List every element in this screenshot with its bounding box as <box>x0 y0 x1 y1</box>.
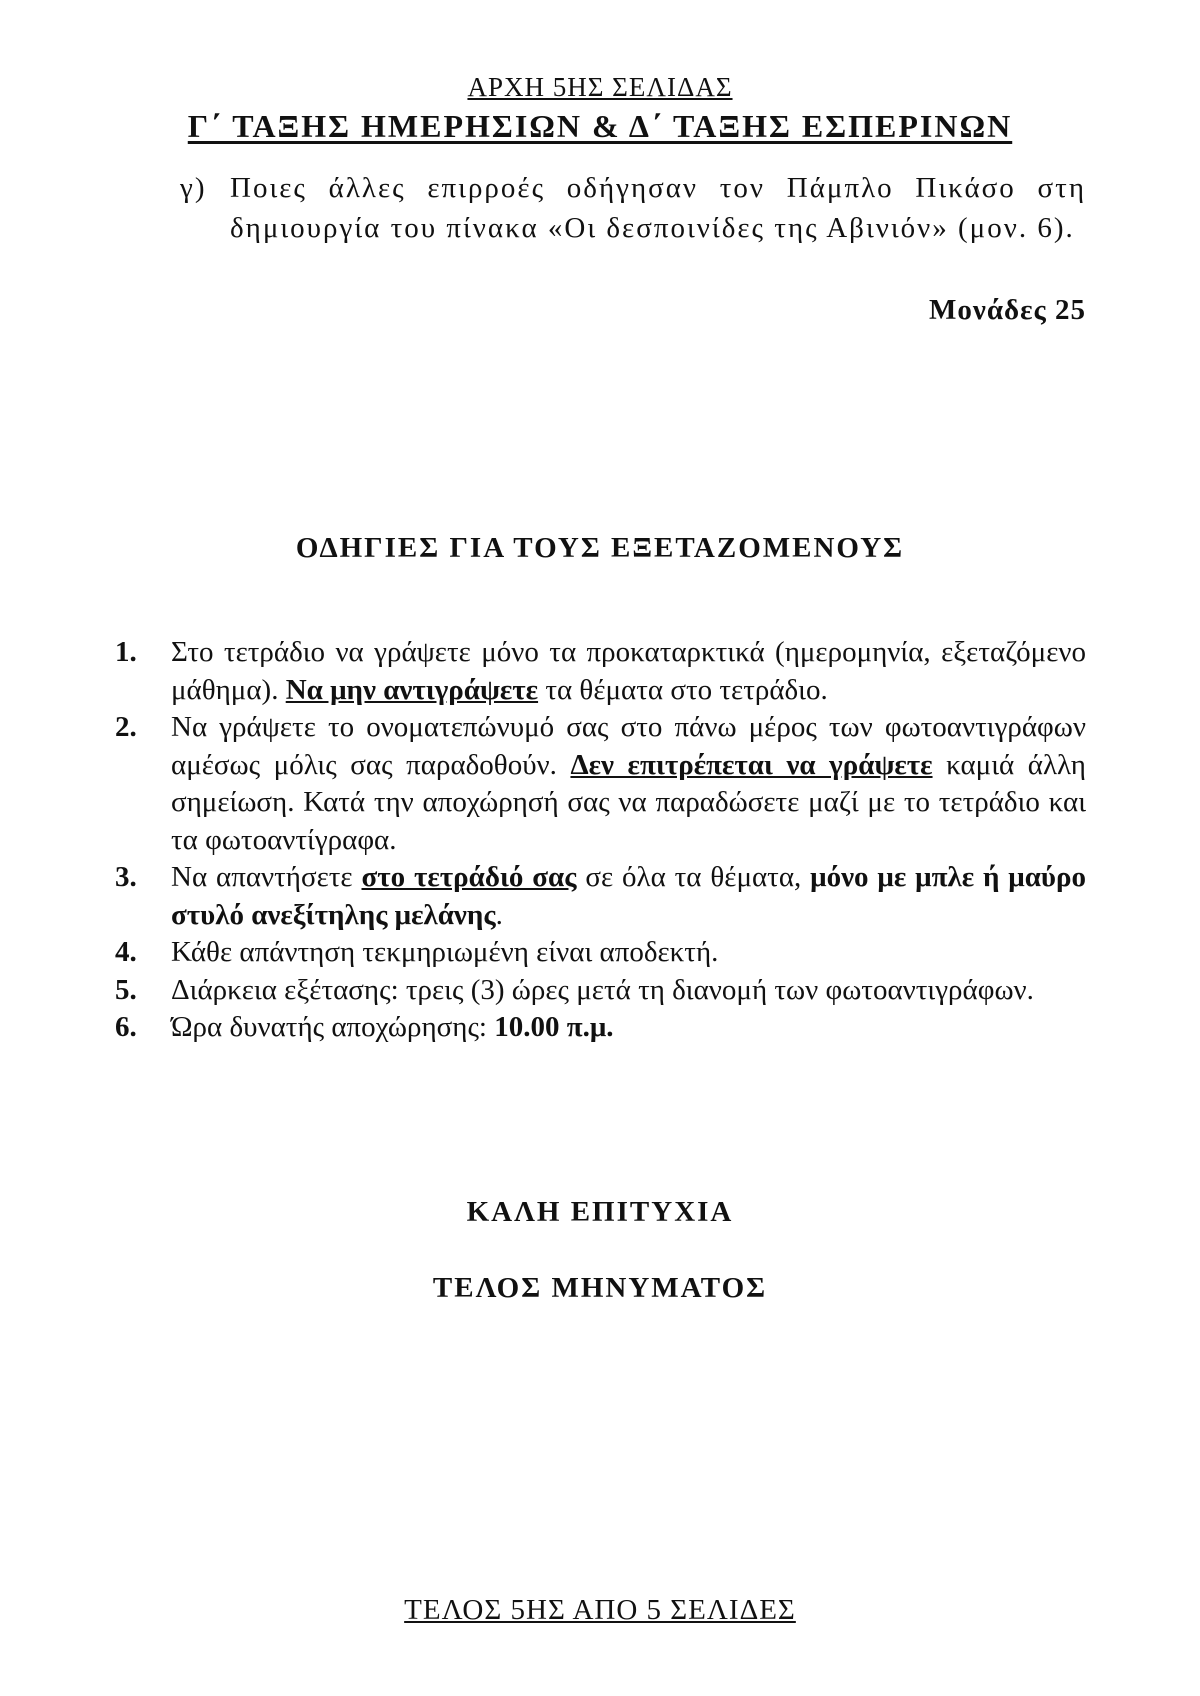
page-header-title: Γ΄ ΤΑΞΗΣ ΗΜΕΡΗΣΙΩΝ & Δ΄ ΤΑΞΗΣ ΕΣΠΕΡΙΝΩΝ <box>187 108 1013 144</box>
page-start-label: ΑΡΧΗ 5ΗΣ ΣΕΛΙΔΑΣ <box>467 72 733 102</box>
instruction-text-part: σε όλα τα θέματα, <box>576 861 811 893</box>
instruction-item <box>115 634 1086 709</box>
instruction-text: Κάθε απάντηση τεκμηριωμένη είναι αποδεκτή. <box>171 936 719 968</box>
instruction-text-part: Ώρα δυνατής αποχώρησης: <box>171 1011 495 1043</box>
instruction-item <box>115 859 1086 934</box>
page-end-label: ΤΕΛΟΣ 5ΗΣ ΑΠΟ 5 ΣΕΛΙΔΕΣ <box>404 1594 796 1626</box>
instruction-number: 1. <box>115 636 137 668</box>
instruction-text-part: τα θέματα στο τετράδιο. <box>538 673 828 706</box>
instruction-text-part: Να γράψετε το ονοματεπώνυμό σας στο πάνω μέρος των φωτοαντιγράφων αμέσως μόλις σας παραδοθούν. <box>171 711 1086 781</box>
instructions-list <box>115 634 1086 1047</box>
instruction-item <box>115 972 1086 1010</box>
question-text: Ποιες άλλες επιρροές οδήγησαν τον Πάμπλο Πικάσο στη δημιουργία του πίνακα «Οι δεσποινίδες της Αβινιόν» (μον. 6). <box>230 172 1086 244</box>
instruction-text-part: καμιά άλλη σημείωση. Κατά την αποχώρησή σας να παραδώσετε μαζί με το τετράδιο και τα φωτοαντίγραφα. <box>171 748 1086 856</box>
instruction-text: Διάρκεια εξέτασης: τρεις (3) ώρες μετά τη διανομή των φωτοαντιγράφων. <box>171 973 1034 1006</box>
instruction-number: 6. <box>115 1011 137 1043</box>
instructions-title: ΟΔΗΓΙΕΣ ΓΙΑ ΤΟΥΣ ΕΞΕΤΑΖΟΜΕΝΟΥΣ <box>295 532 905 564</box>
marks-label: Μονάδες 25 <box>929 294 1086 326</box>
instruction-emphasis: Δεν επιτρέπεται να γράψετε <box>570 748 933 781</box>
instruction-item <box>115 934 1086 972</box>
instruction-number: 3. <box>115 861 137 893</box>
instruction-text-part: Στο τετράδιο να γράψετε μόνο τα προκαταρκτικά (ημερομηνία, εξεταζόμενο μάθημα). <box>171 636 1086 706</box>
instruction-number: 5. <box>115 973 137 1006</box>
instruction-text <box>171 634 1086 709</box>
instruction-text-part: Να απαντήσετε <box>171 861 362 893</box>
question-label: γ) <box>180 172 207 204</box>
instruction-emphasis: Να μην αντιγράψετε <box>285 673 539 706</box>
instruction-text <box>171 859 1086 934</box>
instruction-item <box>115 709 1086 859</box>
instruction-item <box>115 1009 1086 1047</box>
question-item <box>180 168 1086 248</box>
instruction-bold: 10.00 π.μ. <box>494 1011 614 1043</box>
end-message-label: ΤΕΛΟΣ ΜΗΝΥΜΑΤΟΣ <box>432 1272 768 1304</box>
instruction-bold: μόνο με μπλε ή μαύρο στυλό ανεξίτηλης μελάνης <box>171 861 1087 931</box>
instruction-number: 2. <box>115 711 137 743</box>
instruction-text <box>171 1009 1086 1047</box>
instruction-text-part: . <box>495 898 503 931</box>
instruction-text <box>171 709 1086 859</box>
instruction-number: 4. <box>115 936 137 968</box>
instruction-emphasis: στο τετράδιό σας <box>361 861 577 893</box>
good-luck-label: ΚΑΛΗ ΕΠΙΤΥΧΙΑ <box>466 1196 734 1228</box>
